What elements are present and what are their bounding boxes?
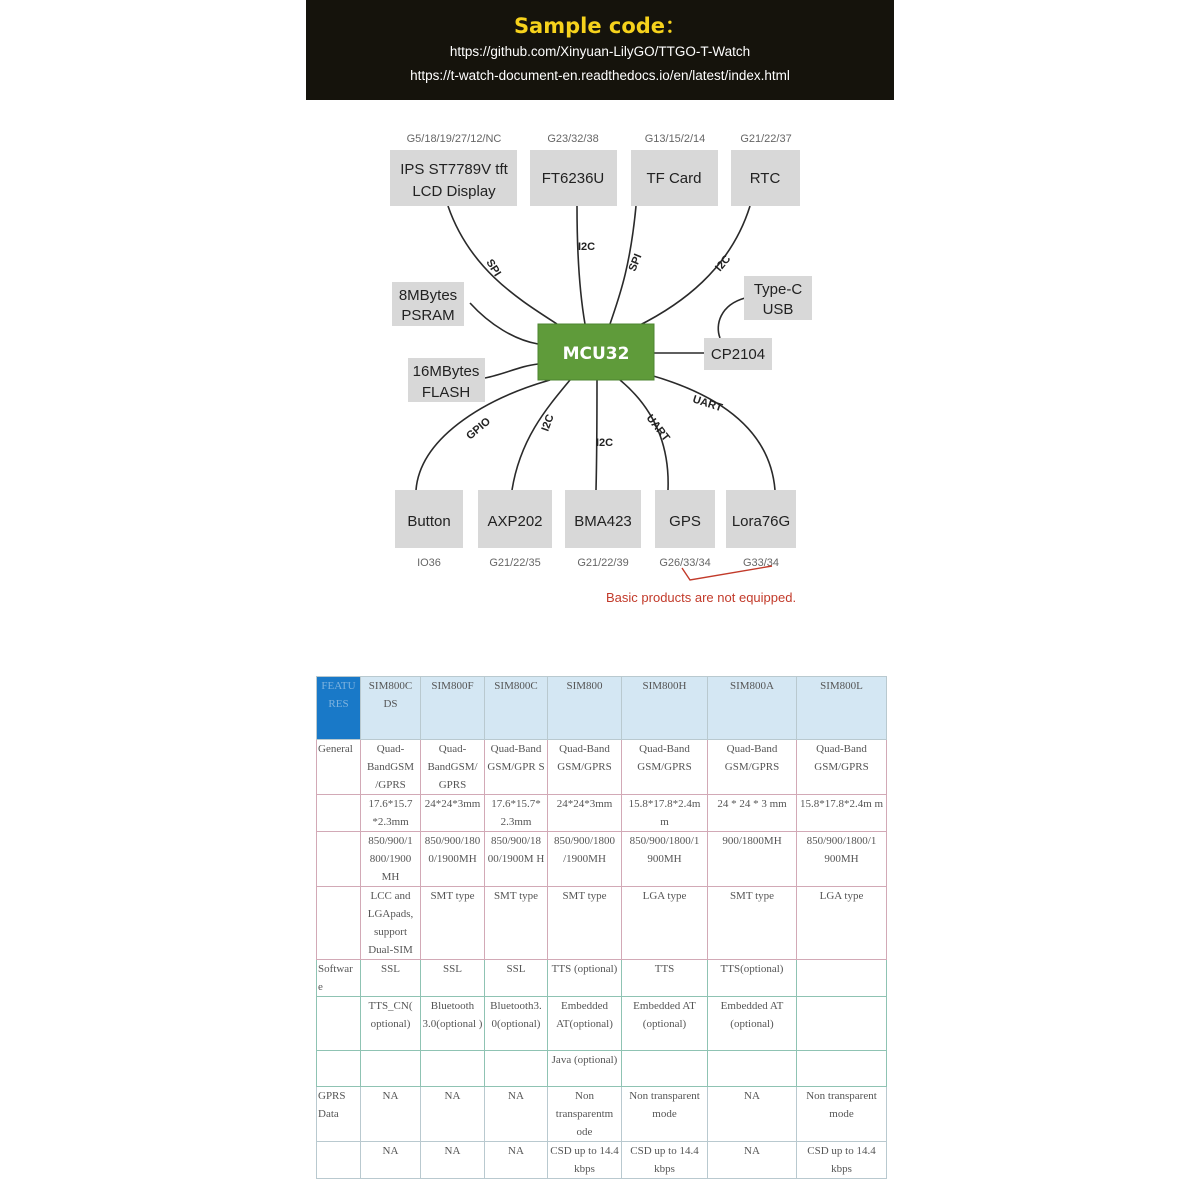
table-cell: 850/900/180 0/1900MH bbox=[421, 832, 485, 887]
tf-card-label: TF Card bbox=[646, 170, 702, 187]
table-cell bbox=[317, 887, 361, 960]
table-cell: LGA type bbox=[797, 887, 887, 960]
bma423-label: BMA423 bbox=[574, 513, 632, 530]
table-cell: TTS (optional) bbox=[548, 960, 622, 997]
table-row bbox=[317, 960, 887, 997]
table-cell: SSL bbox=[361, 960, 421, 997]
table-row bbox=[317, 740, 887, 795]
column-header: SIM800L bbox=[797, 677, 887, 740]
lora76g-label: Lora76G bbox=[731, 513, 791, 530]
flash-line2: FLASH bbox=[421, 384, 471, 401]
bus-label: I2C bbox=[713, 253, 734, 274]
bus-label: I2C bbox=[539, 412, 557, 434]
lcd-line1: IPS ST7789V tft bbox=[400, 161, 508, 178]
lora76g-block bbox=[726, 490, 796, 548]
table-cell: NA bbox=[361, 1142, 421, 1179]
bus-label: I2C bbox=[578, 241, 596, 253]
table-cell: Quad-Band GSM/GPRS bbox=[622, 740, 708, 795]
lcd-display-block bbox=[390, 150, 517, 206]
table-cell: SSL bbox=[485, 960, 548, 997]
table-cell bbox=[797, 960, 887, 997]
table-cell: Embedded AT(optional) bbox=[548, 997, 622, 1051]
gps-block bbox=[655, 490, 715, 548]
gps-label: GPS bbox=[669, 513, 701, 530]
table-cell: SMT type bbox=[548, 887, 622, 960]
axp202-block bbox=[478, 490, 552, 548]
table-row bbox=[317, 1051, 887, 1087]
psram-block bbox=[392, 282, 464, 326]
bus-label: SPI bbox=[626, 252, 645, 274]
button-label: Button bbox=[407, 513, 451, 530]
sample-code-banner bbox=[306, 0, 894, 100]
type-c-usb-block bbox=[744, 276, 812, 320]
table-cell: NA bbox=[485, 1142, 548, 1179]
mcu32-label: MCU32 bbox=[562, 344, 630, 364]
table-cell: NA bbox=[361, 1087, 421, 1142]
table-cell bbox=[317, 795, 361, 832]
bus-label: GPIO bbox=[464, 415, 494, 443]
column-header: SIM800C DS bbox=[361, 677, 421, 740]
flash-line1: 16MBytes bbox=[412, 363, 480, 380]
lcd-line2: LCD Display bbox=[412, 183, 496, 200]
column-header: SIM800 bbox=[548, 677, 622, 740]
sim800-comparison-table bbox=[316, 676, 887, 1179]
type-c-line2: USB bbox=[762, 301, 794, 318]
table-cell: 17.6*15.7* 2.3mm bbox=[485, 795, 548, 832]
not-equipped-note: Basic products are not equipped. bbox=[606, 590, 797, 605]
table-cell: Non transparentm ode bbox=[548, 1087, 622, 1142]
table-cell bbox=[797, 997, 887, 1051]
table-cell: SMT type bbox=[485, 887, 548, 960]
mcu32-block bbox=[538, 324, 654, 380]
pin-label: G13/15/2/14 bbox=[644, 133, 706, 145]
ft6236u-block bbox=[530, 150, 617, 206]
table-cell: LGA type bbox=[622, 887, 708, 960]
table-cell: 850/900/1 800/1900 MH bbox=[361, 832, 421, 887]
pin-label: G23/32/38 bbox=[547, 133, 599, 145]
pin-label: G33/34 bbox=[742, 557, 780, 569]
table-cell: Non transparent mode bbox=[797, 1087, 887, 1142]
table-cell bbox=[317, 1142, 361, 1179]
table-cell: GPRS Data bbox=[317, 1087, 361, 1142]
table-cell: Non transparent mode bbox=[622, 1087, 708, 1142]
table-cell: 850/900/1800/1 900MH bbox=[797, 832, 887, 887]
table-cell: CSD up to 14.4 kbps bbox=[797, 1142, 887, 1179]
pin-label: G21/22/39 bbox=[577, 557, 629, 569]
table-cell: SMT type bbox=[708, 887, 797, 960]
table-cell: 17.6*15.7 *2.3mm bbox=[361, 795, 421, 832]
type-c-line1: Type-C bbox=[753, 281, 803, 298]
table-cell: 850/900/1800 /1900MH bbox=[548, 832, 622, 887]
table-cell: 15.8*17.8*2.4m m bbox=[622, 795, 708, 832]
psram-line2: PSRAM bbox=[401, 307, 455, 324]
table-cell: TTS(optional) bbox=[708, 960, 797, 997]
bus-label: I2C bbox=[596, 437, 614, 449]
table-cell: Quad-Band GSM/GPR S bbox=[485, 740, 548, 795]
table-cell: NA bbox=[708, 1142, 797, 1179]
table-cell: 900/1800MH bbox=[708, 832, 797, 887]
wire-bma423 bbox=[596, 380, 597, 490]
bus-label: UART bbox=[643, 412, 672, 444]
table-cell bbox=[485, 1051, 548, 1087]
table-cell: 24 * 24 * 3 mm bbox=[708, 795, 797, 832]
table-cell: NA bbox=[421, 1087, 485, 1142]
table-row bbox=[317, 1087, 887, 1142]
table-cell: SSL bbox=[421, 960, 485, 997]
table-cell: 850/900/1800/1 900MH bbox=[622, 832, 708, 887]
github-link[interactable]: https://github.com/Xinyuan-LilyGO/TTGO-T-Watch bbox=[449, 44, 751, 59]
ft6236u-label: FT6236U bbox=[541, 170, 605, 187]
table-cell: Embedded AT (optional) bbox=[622, 997, 708, 1051]
table-cell: Bluetooth 3.0(optional ) bbox=[421, 997, 485, 1051]
table-row bbox=[317, 832, 887, 887]
table-cell: 24*24*3mm bbox=[548, 795, 622, 832]
table-cell: CSD up to 14.4 kbps bbox=[622, 1142, 708, 1179]
pin-label: G5/18/19/27/12/NC bbox=[406, 133, 502, 145]
button-block bbox=[395, 490, 463, 548]
table-cell: LCC and LGApads, support Dual-SIM bbox=[361, 887, 421, 960]
psram-line1: 8MBytes bbox=[398, 287, 458, 304]
table-cell: General bbox=[317, 740, 361, 795]
pin-label: G26/33/34 bbox=[659, 557, 711, 569]
table-header-row bbox=[317, 677, 887, 740]
pin-label: G21/22/37 bbox=[740, 133, 792, 145]
column-header: SIM800H bbox=[622, 677, 708, 740]
table-cell: Embedded AT (optional) bbox=[708, 997, 797, 1051]
bus-label: UART bbox=[691, 393, 724, 415]
table-cell bbox=[421, 1051, 485, 1087]
table-cell: TTS bbox=[622, 960, 708, 997]
cp2104-label: CP2104 bbox=[710, 346, 766, 363]
table-cell bbox=[797, 1051, 887, 1087]
table-cell: Bluetooth3. 0(optional) bbox=[485, 997, 548, 1051]
wire-rtc bbox=[638, 206, 750, 326]
wire-axp202 bbox=[512, 380, 570, 490]
docs-link[interactable]: https://t-watch-document-en.readthedocs.io/en/latest/index.html bbox=[410, 68, 790, 83]
pin-label: IO36 bbox=[417, 557, 441, 569]
table-cell bbox=[361, 1051, 421, 1087]
column-header: SIM800C bbox=[485, 677, 548, 740]
wire-psram bbox=[470, 303, 538, 344]
cp2104-block bbox=[704, 338, 772, 370]
table-cell: TTS_CN( optional) bbox=[361, 997, 421, 1051]
wire-flash bbox=[485, 364, 538, 378]
table-cell: NA bbox=[708, 1087, 797, 1142]
pin-label: G21/22/35 bbox=[489, 557, 541, 569]
bus-label: SPI bbox=[483, 257, 504, 279]
table-cell: Java (optional) bbox=[548, 1051, 622, 1087]
table-cell: NA bbox=[485, 1087, 548, 1142]
table-cell bbox=[317, 1051, 361, 1087]
tf-card-block bbox=[631, 150, 718, 206]
wire-ft6236u bbox=[577, 206, 585, 324]
column-header: SIM800A bbox=[708, 677, 797, 740]
table-cell: SMT type bbox=[421, 887, 485, 960]
banner-title: Sample code： bbox=[513, 14, 687, 38]
table-cell: Quad-BandGSM/ GPRS bbox=[421, 740, 485, 795]
wire-lcd bbox=[448, 206, 557, 324]
wire-typec bbox=[718, 298, 745, 338]
flash-block bbox=[408, 358, 485, 402]
table-row bbox=[317, 887, 887, 960]
column-header: FEATU RES bbox=[317, 677, 361, 740]
axp202-label: AXP202 bbox=[487, 513, 543, 530]
table-row bbox=[317, 1142, 887, 1179]
table-cell bbox=[317, 832, 361, 887]
block-diagram bbox=[0, 100, 1200, 620]
table-cell bbox=[708, 1051, 797, 1087]
table-cell: CSD up to 14.4 kbps bbox=[548, 1142, 622, 1179]
rtc-label: RTC bbox=[749, 170, 781, 187]
table-cell: Quad-Band GSM/GPRS bbox=[708, 740, 797, 795]
table-cell: 24*24*3mm bbox=[421, 795, 485, 832]
table-cell: 15.8*17.8*2.4m m bbox=[797, 795, 887, 832]
column-header: SIM800F bbox=[421, 677, 485, 740]
table-cell: 850/900/18 00/1900M H bbox=[485, 832, 548, 887]
table-cell: NA bbox=[421, 1142, 485, 1179]
table-cell: Softwar e bbox=[317, 960, 361, 997]
table-row bbox=[317, 997, 887, 1051]
rtc-block bbox=[731, 150, 800, 206]
bma423-block bbox=[565, 490, 641, 548]
table-cell: Quad-BandGSM /GPRS bbox=[361, 740, 421, 795]
table-cell: Quad-Band GSM/GPRS bbox=[548, 740, 622, 795]
table-row bbox=[317, 795, 887, 832]
table-cell bbox=[622, 1051, 708, 1087]
table-cell: Quad-Band GSM/GPRS bbox=[797, 740, 887, 795]
table-cell bbox=[317, 997, 361, 1051]
